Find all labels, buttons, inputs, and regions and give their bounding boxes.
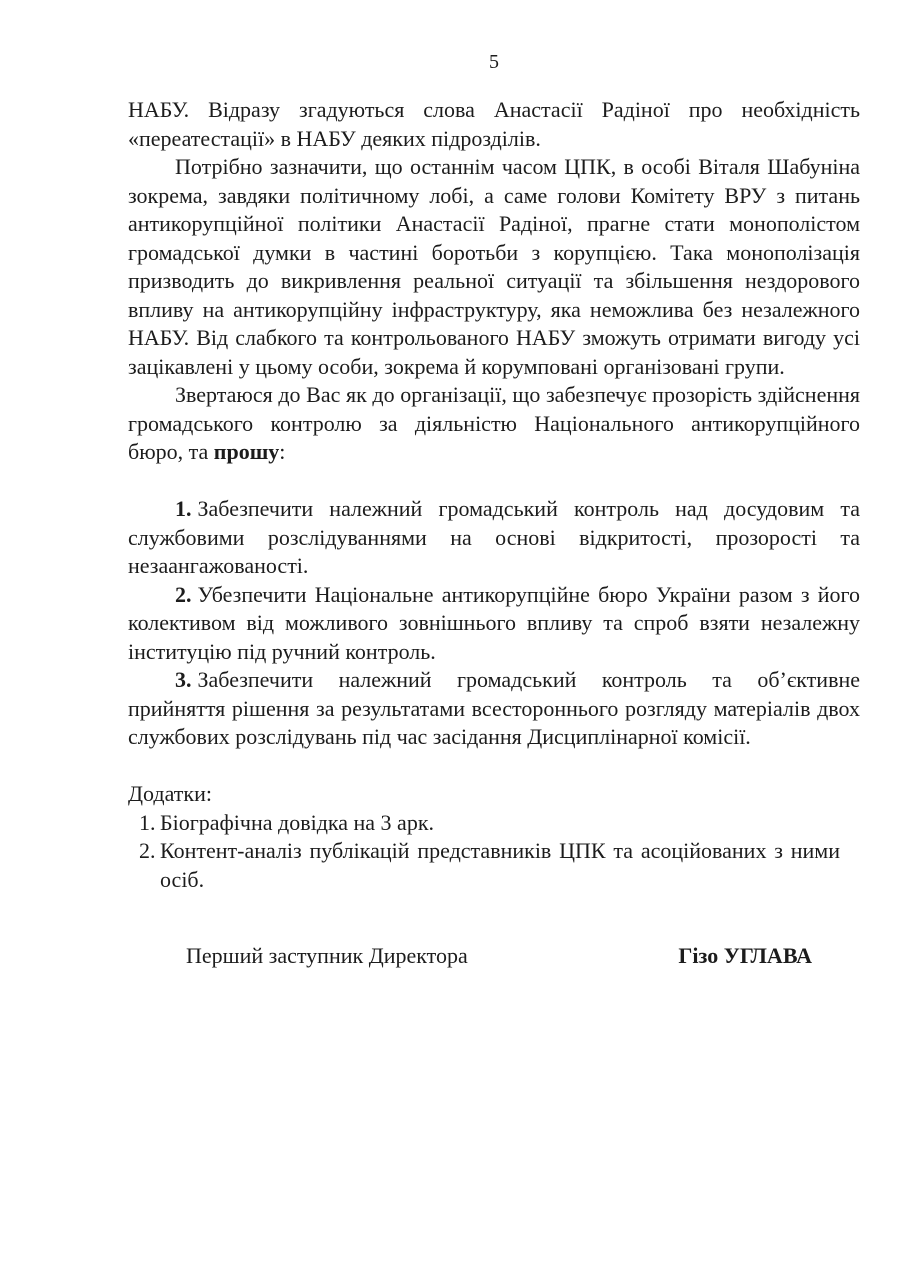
request-2-text: Убезпечити Національне антикорупційне бюро України разом з його колективом від можливого зовнішнього впливу та спроб взяти незалежну інституцію під ручний контроль.: [128, 581, 860, 664]
paragraph-3-text: Звертаюся до Вас як до організації, що забезпечує прозорість здійснення громадського контролю за діяльністю Національного антикорупційного бюро, та: [128, 382, 860, 464]
signature-name: Гізо УГЛАВА: [678, 943, 812, 968]
page-number: 5: [489, 51, 499, 73]
signature-block: [128, 942, 860, 971]
spacer: [128, 752, 860, 781]
spacer: [128, 894, 860, 942]
attachment-item-1: [139, 809, 860, 838]
request-item-1: [128, 495, 860, 581]
request-2-marker: 2.: [175, 581, 192, 607]
document-body: [128, 96, 860, 971]
request-item-3: [128, 666, 860, 752]
signature-position: Перший заступник Директора: [186, 943, 468, 968]
paragraph-continuation: НАБУ. Відразу згадуються слова Анастасії Радіної про необхідність «переатестації» в НАБУ деяких підрозділів.: [128, 97, 860, 151]
spacer: [128, 467, 860, 496]
paragraph-3-colon: :: [279, 439, 286, 464]
attachment-2-marker: 2.: [139, 838, 156, 863]
request-3-marker: 3.: [175, 667, 192, 692]
attachment-item-2: [139, 837, 860, 894]
paragraph-3: [128, 381, 860, 467]
attachment-2-text: Контент-аналіз публікацій представників ЦПК та асоційованих з ними осіб.: [160, 838, 840, 892]
attachment-1-marker: 1.: [139, 809, 156, 835]
paragraph-2: Потрібно зазначити, що останнім часом ЦПК, в особі Віталя Шабуніна зокрема, завдяки політичному лобі, а саме голови Комітету ВРУ з питань антикорупційної політики Анастасії Радіної, прагне стати монополістом громадської думки в частині боротьби з корупцією. Така монополізація призводить до викривлення реальної ситуації та збільшення нездорового впливу на антикорупційну інфраструктуру, яка неможлива без незалежного НАБУ. Від слабкого та контрольованого НАБУ зможуть отримати вигоду усі зацікавлені у цьому особи, зокрема й корумповані організовані групи.: [128, 154, 860, 379]
request-1-text: Забезпечити належний громадський контроль над досудовим та службовими розслідуваннями на основі відкритості, прозорості та незаангажованості.: [128, 496, 860, 578]
request-item-2: [128, 581, 860, 667]
request-3-text: Забезпечити належний громадський контроль та об’єктивне прийняття рішення за результатами всестороннього розгляду матеріалів двох службових розслідувань під час засідання Дисциплінарної комісії.: [128, 667, 860, 749]
request-1-marker: 1.: [175, 496, 192, 521]
attachments-label: Додатки:: [128, 781, 212, 806]
attachment-1-text: Біографічна довідка на 3 арк.: [160, 809, 435, 835]
paragraph-3-bold-word: прошу: [213, 439, 280, 464]
